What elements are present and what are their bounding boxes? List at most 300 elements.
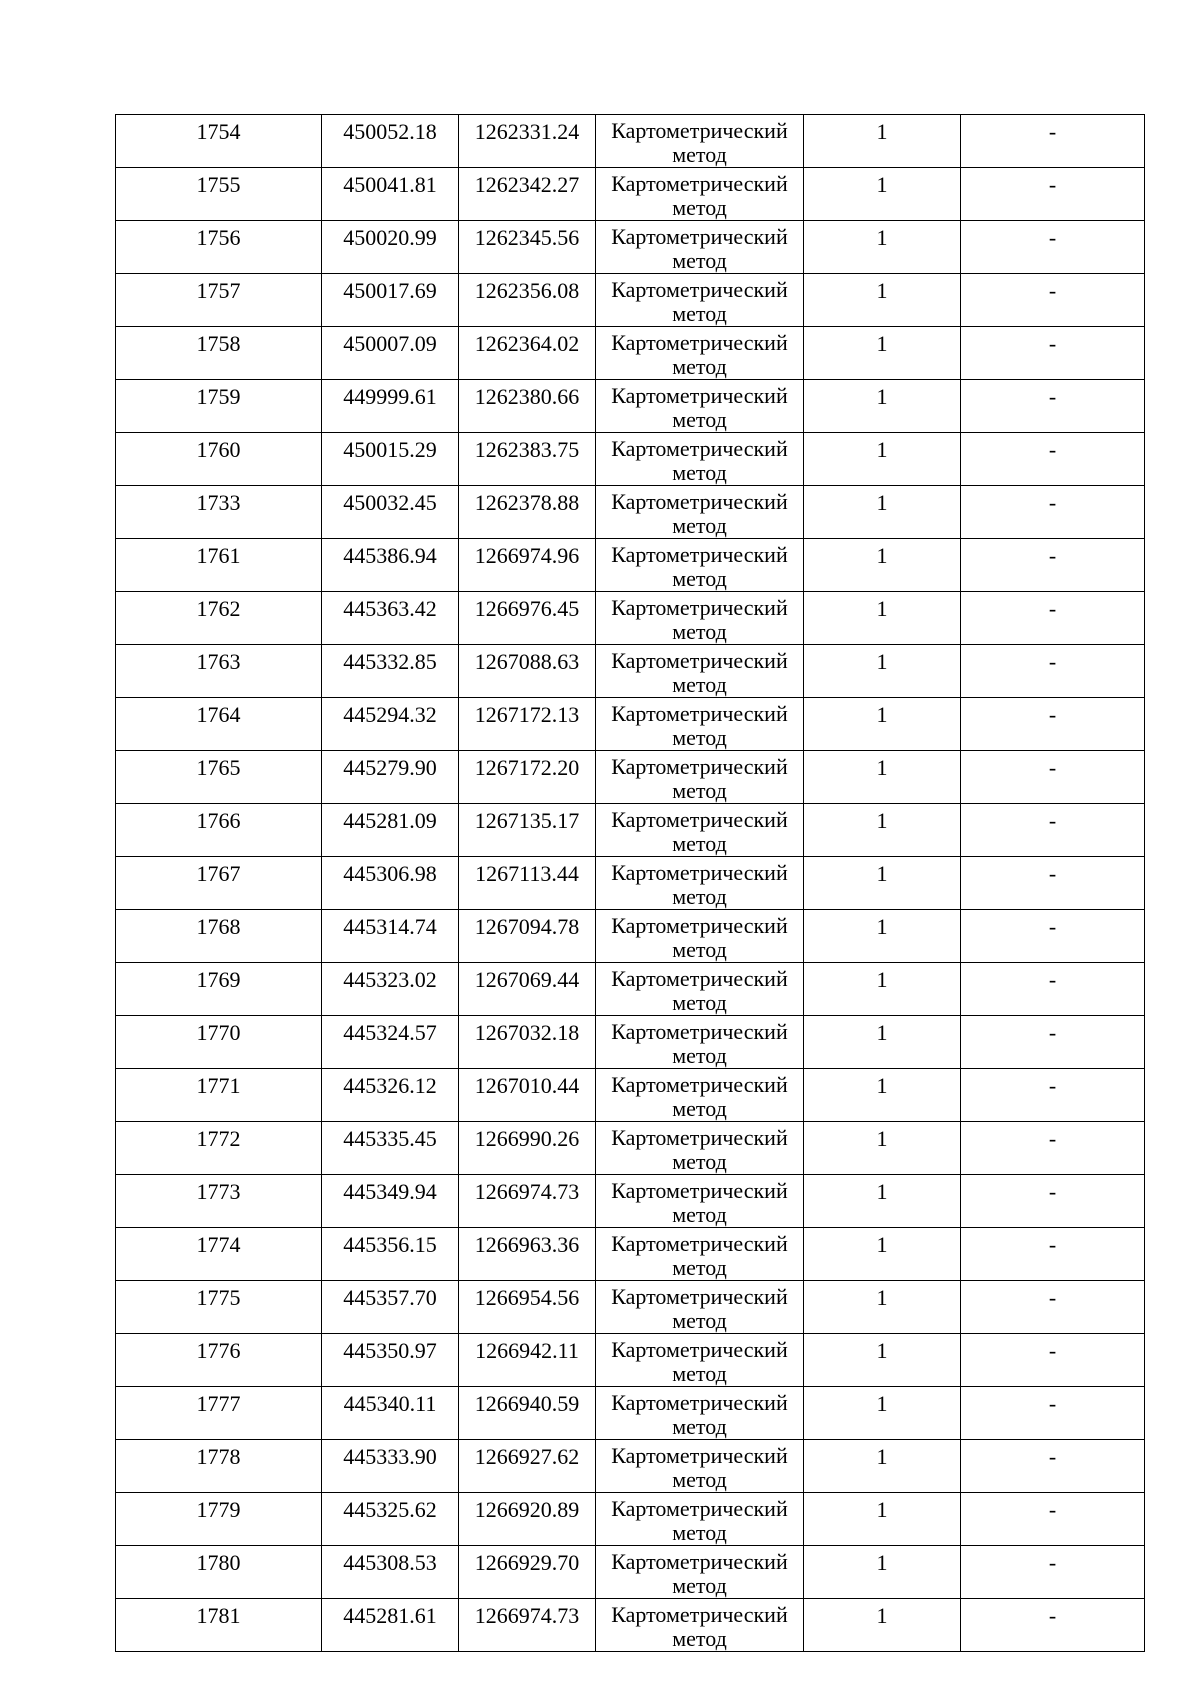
accuracy-cell [804,274,961,327]
method-value: Картометрический метод [611,1390,788,1439]
y-coordinate-cell [459,1228,596,1281]
x-coordinate-value: 445332.85 [343,649,437,674]
table-row [116,1546,1145,1599]
y-coordinate-value: 1267135.17 [474,808,580,833]
table-row [116,486,1145,539]
description-cell [961,115,1145,168]
y-coordinate-value: 1262331.24 [474,119,580,144]
y-coordinate-cell [459,1122,596,1175]
y-coordinate-value: 1266974.73 [474,1179,580,1204]
method-cell [596,115,804,168]
y-coordinate-cell [459,1016,596,1069]
table-row [116,910,1145,963]
method-cell [596,168,804,221]
description-value: - [1048,596,1057,621]
description-value: - [1048,278,1057,303]
method-cell [596,1122,804,1175]
y-coordinate-cell [459,486,596,539]
method-value: Картометрический метод [611,1496,788,1545]
accuracy-value: 1 [876,649,888,674]
description-value: - [1048,1391,1057,1416]
description-value: - [1048,755,1057,780]
description-cell [961,1334,1145,1387]
point-number-value: 1771 [196,1073,241,1098]
accuracy-cell [804,1228,961,1281]
x-coordinate-cell [322,1440,459,1493]
description-value: - [1048,1550,1057,1575]
method-value: Картометрический метод [611,1443,788,1492]
table-row [116,380,1145,433]
table-row [116,168,1145,221]
y-coordinate-value: 1262345.56 [474,225,580,250]
method-cell [596,327,804,380]
x-coordinate-value: 450015.29 [343,437,437,462]
method-value: Картометрический метод [611,1231,788,1280]
point-number-cell [116,327,322,380]
accuracy-value: 1 [876,1232,888,1257]
description-value: - [1048,1285,1057,1310]
x-coordinate-value: 445335.45 [343,1126,437,1151]
method-value: Картометрический метод [611,860,788,909]
method-value: Картометрический метод [611,966,788,1015]
y-coordinate-cell [459,1175,596,1228]
accuracy-cell [804,698,961,751]
description-value: - [1048,967,1057,992]
y-coordinate-value: 1266954.56 [474,1285,580,1310]
x-coordinate-value: 445324.57 [343,1020,437,1045]
description-value: - [1048,1179,1057,1204]
y-coordinate-value: 1267069.44 [474,967,580,992]
point-number-value: 1773 [196,1179,241,1204]
accuracy-value: 1 [876,172,888,197]
accuracy-cell [804,1069,961,1122]
description-cell [961,910,1145,963]
method-value: Картометрический метод [611,754,788,803]
y-coordinate-value: 1267172.20 [474,755,580,780]
x-coordinate-cell [322,1334,459,1387]
accuracy-value: 1 [876,1179,888,1204]
accuracy-cell [804,857,961,910]
point-number-value: 1759 [196,384,241,409]
accuracy-value: 1 [876,543,888,568]
method-cell [596,539,804,592]
x-coordinate-cell [322,1069,459,1122]
table-row [116,1016,1145,1069]
description-value: - [1048,702,1057,727]
x-coordinate-value: 450007.09 [343,331,437,356]
y-coordinate-cell [459,1387,596,1440]
method-value: Картометрический метод [611,330,788,379]
y-coordinate-cell [459,1440,596,1493]
point-number-cell [116,486,322,539]
accuracy-value: 1 [876,1391,888,1416]
y-coordinate-value: 1266940.59 [474,1391,580,1416]
method-cell [596,1546,804,1599]
y-coordinate-cell [459,963,596,1016]
description-cell [961,963,1145,1016]
table-row [116,1387,1145,1440]
point-number-value: 1761 [196,543,241,568]
method-cell [596,857,804,910]
x-coordinate-value: 445281.61 [343,1603,437,1628]
x-coordinate-cell [322,327,459,380]
method-value: Картометрический метод [611,701,788,750]
x-coordinate-cell [322,592,459,645]
x-coordinate-value: 445314.74 [343,914,437,939]
accuracy-value: 1 [876,702,888,727]
point-number-cell [116,910,322,963]
y-coordinate-value: 1262380.66 [474,384,580,409]
method-value: Картометрический метод [611,171,788,220]
y-coordinate-cell [459,910,596,963]
x-coordinate-cell [322,539,459,592]
accuracy-cell [804,1546,961,1599]
accuracy-value: 1 [876,861,888,886]
description-cell [961,1599,1145,1652]
description-cell [961,1387,1145,1440]
point-number-value: 1756 [196,225,241,250]
point-number-cell [116,1175,322,1228]
description-value: - [1048,225,1057,250]
y-coordinate-value: 1266990.26 [474,1126,580,1151]
accuracy-cell [804,1599,961,1652]
method-cell [596,274,804,327]
description-cell [961,221,1145,274]
accuracy-value: 1 [876,437,888,462]
method-value: Картометрический метод [611,1178,788,1227]
accuracy-cell [804,539,961,592]
y-coordinate-value: 1262383.75 [474,437,580,462]
x-coordinate-value: 445294.32 [343,702,437,727]
point-number-cell [116,221,322,274]
y-coordinate-value: 1262364.02 [474,331,580,356]
point-number-cell [116,1228,322,1281]
y-coordinate-cell [459,645,596,698]
accuracy-value: 1 [876,331,888,356]
accuracy-value: 1 [876,967,888,992]
description-value: - [1048,1073,1057,1098]
method-cell [596,433,804,486]
accuracy-value: 1 [876,596,888,621]
accuracy-cell [804,1281,961,1334]
table-row [116,645,1145,698]
point-number-value: 1754 [196,119,241,144]
description-value: - [1048,1232,1057,1257]
point-number-cell [116,380,322,433]
x-coordinate-value: 450052.18 [343,119,437,144]
accuracy-value: 1 [876,490,888,515]
accuracy-cell [804,1334,961,1387]
method-cell [596,1440,804,1493]
method-cell [596,1493,804,1546]
accuracy-value: 1 [876,1126,888,1151]
y-coordinate-cell [459,1493,596,1546]
description-value: - [1048,914,1057,939]
method-cell [596,1069,804,1122]
description-cell [961,274,1145,327]
x-coordinate-value: 450041.81 [343,172,437,197]
x-coordinate-value: 445356.15 [343,1232,437,1257]
accuracy-cell [804,963,961,1016]
y-coordinate-value: 1262342.27 [474,172,580,197]
table-row [116,433,1145,486]
description-value: - [1048,172,1057,197]
method-value: Картометрический метод [611,1125,788,1174]
description-value: - [1048,649,1057,674]
x-coordinate-value: 445325.62 [343,1497,437,1522]
description-value: - [1048,1126,1057,1151]
description-cell [961,486,1145,539]
point-number-value: 1763 [196,649,241,674]
method-value: Картометрический метод [611,1284,788,1333]
method-cell [596,645,804,698]
y-coordinate-value: 1266974.96 [474,543,580,568]
point-number-cell [116,963,322,1016]
point-number-value: 1766 [196,808,241,833]
description-cell [961,168,1145,221]
point-number-cell [116,1281,322,1334]
y-coordinate-cell [459,698,596,751]
description-cell [961,1175,1145,1228]
table-row [116,1440,1145,1493]
point-number-value: 1765 [196,755,241,780]
y-coordinate-value: 1266976.45 [474,596,580,621]
method-cell [596,486,804,539]
y-coordinate-cell [459,433,596,486]
y-coordinate-cell [459,115,596,168]
y-coordinate-cell [459,751,596,804]
method-cell [596,380,804,433]
point-number-cell [116,539,322,592]
accuracy-cell [804,592,961,645]
table-row [116,751,1145,804]
point-number-cell [116,1016,322,1069]
method-value: Картометрический метод [611,1072,788,1121]
table-row [116,221,1145,274]
point-number-value: 1775 [196,1285,241,1310]
x-coordinate-value: 445340.11 [343,1391,437,1416]
description-cell [961,592,1145,645]
accuracy-value: 1 [876,1603,888,1628]
y-coordinate-value: 1267094.78 [474,914,580,939]
method-cell [596,1387,804,1440]
description-cell [961,857,1145,910]
x-coordinate-cell [322,698,459,751]
description-cell [961,804,1145,857]
point-number-cell [116,857,322,910]
point-number-value: 1779 [196,1497,241,1522]
method-cell [596,1016,804,1069]
accuracy-value: 1 [876,1073,888,1098]
point-number-value: 1772 [196,1126,241,1151]
accuracy-value: 1 [876,914,888,939]
description-cell [961,645,1145,698]
y-coordinate-cell [459,592,596,645]
y-coordinate-value: 1266920.89 [474,1497,580,1522]
table-row [116,1281,1145,1334]
point-number-cell [116,1334,322,1387]
x-coordinate-cell [322,433,459,486]
y-coordinate-value: 1266929.70 [474,1550,580,1575]
point-number-value: 1764 [196,702,241,727]
accuracy-value: 1 [876,1020,888,1045]
x-coordinate-value: 445279.90 [343,755,437,780]
method-value: Картометрический метод [611,1019,788,1068]
point-number-cell [116,168,322,221]
method-value: Картометрический метод [611,383,788,432]
method-value: Картометрический метод [611,436,788,485]
y-coordinate-value: 1262356.08 [474,278,580,303]
description-value: - [1048,1020,1057,1045]
x-coordinate-cell [322,645,459,698]
y-coordinate-cell [459,857,596,910]
y-coordinate-value: 1266942.11 [475,1338,579,1363]
method-cell [596,804,804,857]
point-number-value: 1770 [196,1020,241,1045]
x-coordinate-cell [322,1599,459,1652]
x-coordinate-value: 450017.69 [343,278,437,303]
x-coordinate-cell [322,274,459,327]
x-coordinate-cell [322,910,459,963]
x-coordinate-value: 445357.70 [343,1285,437,1310]
method-value: Картометрический метод [611,595,788,644]
accuracy-cell [804,168,961,221]
accuracy-cell [804,115,961,168]
x-coordinate-value: 445386.94 [343,543,437,568]
y-coordinate-cell [459,539,596,592]
point-number-value: 1755 [196,172,241,197]
point-number-cell [116,698,322,751]
method-cell [596,1175,804,1228]
method-value: Картометрический метод [611,118,788,167]
x-coordinate-cell [322,115,459,168]
description-cell [961,1281,1145,1334]
description-cell [961,327,1145,380]
point-number-value: 1778 [196,1444,241,1469]
description-cell [961,1228,1145,1281]
point-number-cell [116,751,322,804]
accuracy-value: 1 [876,1338,888,1363]
description-value: - [1048,1444,1057,1469]
description-cell [961,1016,1145,1069]
point-number-cell [116,592,322,645]
table-row [116,804,1145,857]
x-coordinate-cell [322,168,459,221]
x-coordinate-value: 450032.45 [343,490,437,515]
y-coordinate-cell [459,274,596,327]
x-coordinate-value: 445323.02 [343,967,437,992]
description-value: - [1048,384,1057,409]
description-value: - [1048,331,1057,356]
point-number-value: 1780 [196,1550,241,1575]
accuracy-cell [804,1122,961,1175]
description-cell [961,539,1145,592]
description-value: - [1048,808,1057,833]
method-cell [596,1281,804,1334]
y-coordinate-cell [459,327,596,380]
point-number-cell [116,1387,322,1440]
accuracy-cell [804,910,961,963]
point-number-value: 1757 [196,278,241,303]
x-coordinate-value: 445363.42 [343,596,437,621]
method-cell [596,698,804,751]
x-coordinate-cell [322,1493,459,1546]
method-value: Картометрический метод [611,913,788,962]
point-number-cell [116,804,322,857]
method-cell [596,751,804,804]
accuracy-cell [804,804,961,857]
method-cell [596,221,804,274]
x-coordinate-cell [322,1016,459,1069]
point-number-cell [116,1069,322,1122]
point-number-value: 1767 [196,861,241,886]
table-row [116,1175,1145,1228]
point-number-value: 1776 [196,1338,241,1363]
y-coordinate-value: 1267032.18 [474,1020,580,1045]
accuracy-value: 1 [876,808,888,833]
x-coordinate-value: 445326.12 [343,1073,437,1098]
x-coordinate-cell [322,1281,459,1334]
description-value: - [1048,543,1057,568]
table-row [116,115,1145,168]
description-value: - [1048,119,1057,144]
table-row [116,1122,1145,1175]
table-row [116,274,1145,327]
x-coordinate-cell [322,963,459,1016]
accuracy-cell [804,645,961,698]
x-coordinate-value: 445333.90 [343,1444,437,1469]
y-coordinate-cell [459,1599,596,1652]
table-row [116,963,1145,1016]
method-value: Картометрический метод [611,807,788,856]
accuracy-cell [804,1440,961,1493]
x-coordinate-value: 449999.61 [343,384,437,409]
x-coordinate-cell [322,1228,459,1281]
description-value: - [1048,490,1057,515]
table-body [116,115,1145,1652]
table-row [116,327,1145,380]
point-number-cell [116,274,322,327]
description-cell [961,380,1145,433]
accuracy-value: 1 [876,225,888,250]
accuracy-cell [804,1493,961,1546]
table-row [116,539,1145,592]
table-row [116,698,1145,751]
point-number-cell [116,645,322,698]
y-coordinate-cell [459,1281,596,1334]
description-cell [961,1440,1145,1493]
y-coordinate-value: 1267088.63 [474,649,580,674]
accuracy-cell [804,1387,961,1440]
x-coordinate-cell [322,1387,459,1440]
point-number-cell [116,433,322,486]
accuracy-cell [804,327,961,380]
accuracy-value: 1 [876,278,888,303]
x-coordinate-cell [322,221,459,274]
description-value: - [1048,861,1057,886]
x-coordinate-value: 445306.98 [343,861,437,886]
accuracy-value: 1 [876,384,888,409]
x-coordinate-cell [322,751,459,804]
method-cell [596,963,804,1016]
table-row [116,1069,1145,1122]
y-coordinate-cell [459,380,596,433]
point-number-cell [116,1599,322,1652]
method-value: Картометрический метод [611,489,788,538]
accuracy-cell [804,380,961,433]
y-coordinate-value: 1266927.62 [474,1444,580,1469]
x-coordinate-cell [322,380,459,433]
